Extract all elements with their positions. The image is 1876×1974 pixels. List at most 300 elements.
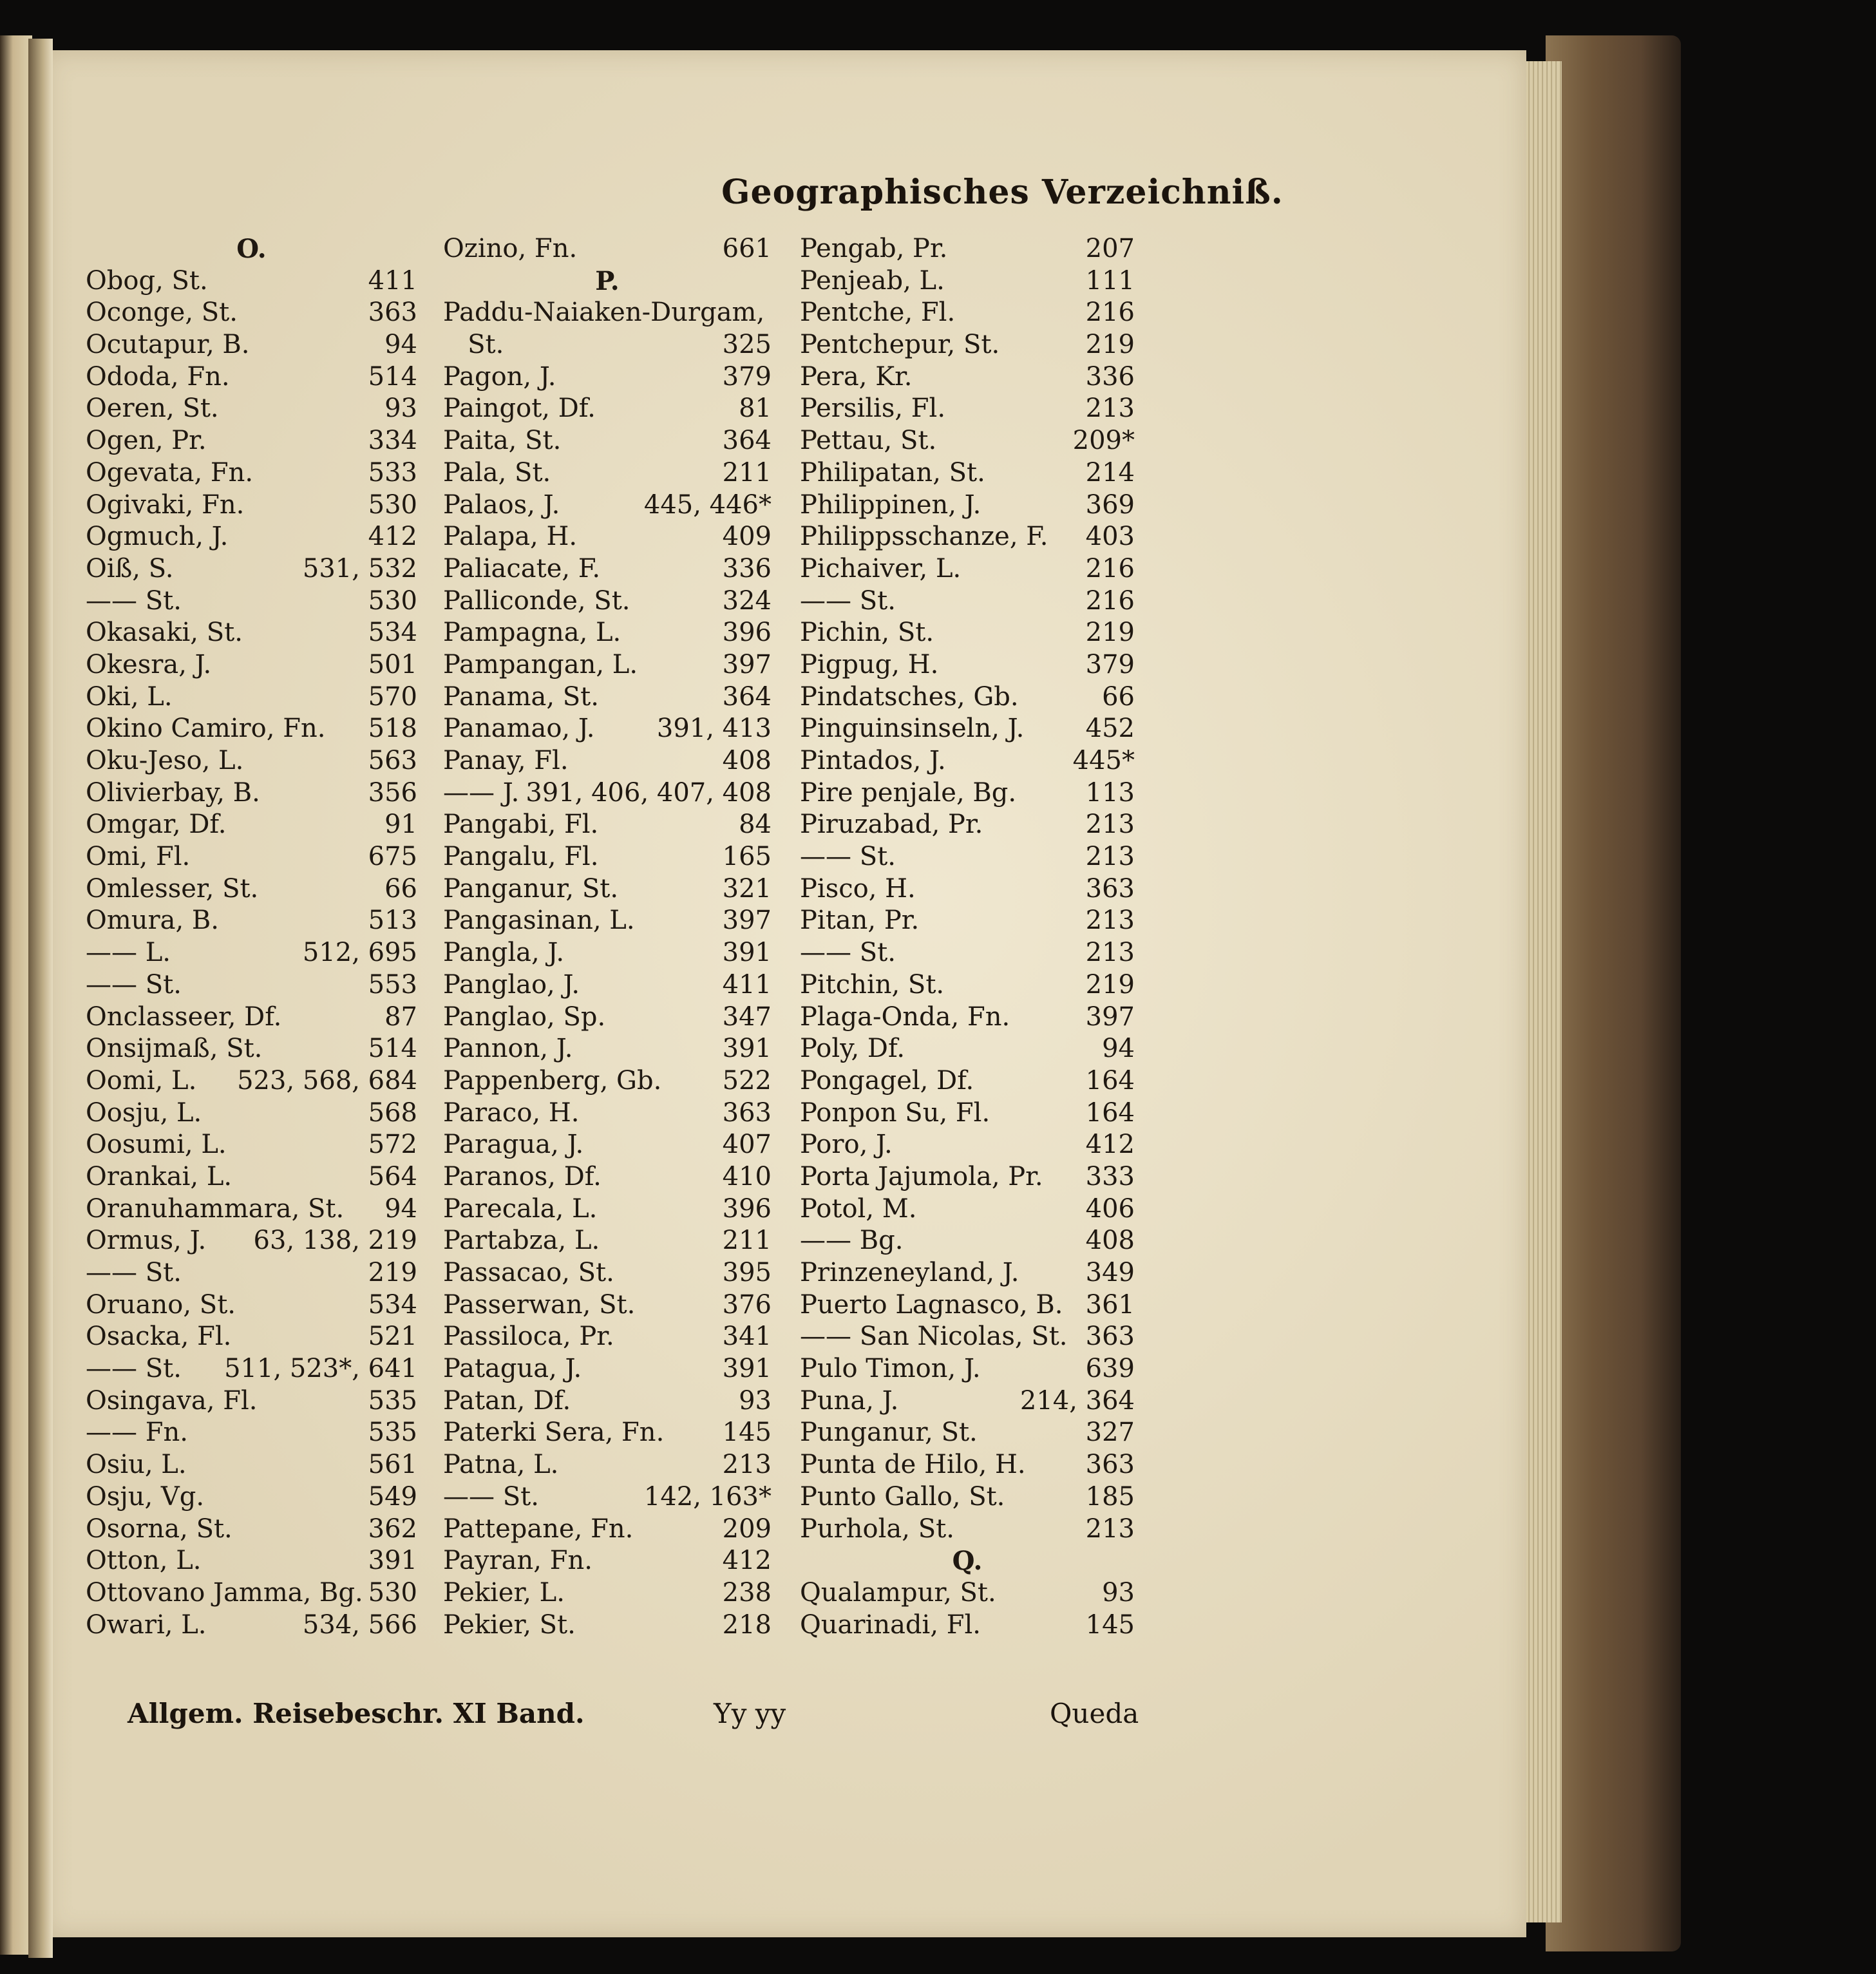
page-reference: 363: [1085, 1450, 1135, 1480]
place-name: Oosju, L.: [86, 1097, 202, 1128]
index-entry: [86, 297, 417, 329]
page-reference: 219: [368, 1258, 417, 1287]
place-name: Panama, St.: [443, 681, 599, 712]
place-name: Prinzeneyland, J.: [800, 1258, 1019, 1287]
index-entry: [443, 969, 772, 1001]
index-entry: [86, 1161, 417, 1193]
page-reference: 409: [722, 522, 772, 552]
place-name: Pengab, Pr.: [800, 234, 948, 263]
page-reference: 397: [1085, 1001, 1135, 1032]
place-name: Pigpug, H.: [800, 649, 939, 679]
place-name: Oconge, St.: [86, 298, 238, 328]
page-reference: 412: [1085, 1130, 1135, 1160]
place-name: Oki, L.: [86, 681, 173, 712]
page-reference: 84: [739, 810, 772, 840]
place-name: Philipatan, St.: [800, 457, 985, 488]
page-reference: 91: [384, 810, 417, 840]
page-reference: 445*: [1072, 746, 1135, 775]
place-name: Piruzabad, Pr.: [800, 810, 983, 840]
page-reference: 379: [722, 361, 772, 392]
index-entry: [86, 809, 417, 841]
page-reference: 521: [368, 1322, 417, 1352]
place-name: Purhola, St.: [800, 1514, 954, 1544]
page-reference: 216: [1085, 298, 1135, 328]
place-name: Panglao, J.: [443, 969, 580, 1000]
page-reference: 93: [384, 394, 417, 424]
place-name: Palaos, J.: [443, 489, 560, 520]
page-reference: 341: [722, 1322, 772, 1352]
place-name: Paddu-Naiaken-Durgam,: [443, 298, 765, 328]
page-reference: 238: [722, 1577, 772, 1608]
page-reference: 324: [722, 585, 772, 616]
index-entry: [86, 905, 417, 937]
place-name: Pampangan, L.: [443, 649, 638, 679]
letter-heading-text: O.: [236, 234, 267, 264]
place-name: Pinguinsinseln, J.: [800, 714, 1025, 744]
index-entry: [800, 393, 1135, 425]
page-reference: 411: [722, 969, 772, 1000]
page-reference: 514: [368, 1034, 417, 1064]
page-reference: 364: [722, 426, 772, 456]
index-entry: [800, 1001, 1135, 1034]
index-entry: [443, 937, 772, 969]
page-reference: 514: [368, 361, 417, 392]
page-reference: 111: [1085, 265, 1135, 296]
page-reference: 391: [722, 1034, 772, 1064]
index-entry: [443, 521, 772, 553]
place-name: Punganur, St.: [800, 1418, 978, 1448]
index-entry: [800, 1129, 1135, 1161]
page-reference: 533: [368, 457, 417, 488]
place-name: Penjeab, L.: [800, 265, 945, 296]
place-name: Poly, Df.: [800, 1034, 905, 1064]
index-entry: [800, 617, 1135, 649]
place-name: Patna, L.: [443, 1450, 559, 1480]
place-name: Paranos, Df.: [443, 1161, 602, 1191]
place-name: Panglao, Sp.: [443, 1001, 606, 1032]
place-name: Panganur, St.: [443, 873, 619, 904]
index-entry: [800, 1385, 1135, 1418]
place-name: Pitan, Pr.: [800, 906, 920, 936]
page-reference: 535: [368, 1418, 417, 1448]
index-column-1: [86, 233, 417, 1641]
index-entry: [800, 1033, 1135, 1065]
page-reference: 327: [1085, 1418, 1135, 1448]
place-name: Pangabi, Fl.: [443, 810, 599, 840]
index-entry: [443, 841, 772, 873]
place-name: Parecala, L.: [443, 1193, 598, 1224]
index-entry: [86, 873, 417, 906]
index-entry: [86, 329, 417, 361]
index-entry: [86, 1001, 417, 1034]
place-name: Oruano, St.: [86, 1289, 236, 1320]
index-entry: [800, 1449, 1135, 1481]
place-name: Orankai, L.: [86, 1161, 232, 1191]
place-name: Oosumi, L.: [86, 1130, 227, 1160]
place-name: Ogevata, Fn.: [86, 457, 254, 488]
place-name: Otton, L.: [86, 1546, 202, 1576]
index-entry: [800, 713, 1135, 745]
place-name: Omi, Fl.: [86, 842, 191, 872]
index-entry: [443, 457, 772, 489]
book-cover-edge: [1546, 35, 1681, 1951]
place-name: Paliacate, F.: [443, 553, 601, 584]
place-name: —— Bg.: [800, 1226, 904, 1256]
place-name: Porta Jajumola, Pr.: [800, 1161, 1043, 1191]
index-entry: [86, 585, 417, 618]
index-entry: [86, 1065, 417, 1097]
index-entry: [443, 1545, 772, 1577]
index-entry: [800, 361, 1135, 394]
place-name: Oeren, St.: [86, 394, 219, 424]
index-entry: [800, 1225, 1135, 1257]
page-reference: 87: [384, 1001, 417, 1032]
page-reference: 219: [1085, 330, 1135, 360]
place-name: Pichin, St.: [800, 618, 934, 648]
place-name: —— San Nicolas, St.: [800, 1322, 1068, 1352]
page-reference: 534, 566: [302, 1609, 417, 1640]
index-entry: [800, 329, 1135, 361]
place-name: Panamao, J.: [443, 714, 595, 744]
page-reference: 66: [384, 873, 417, 904]
page-gutter: [28, 39, 53, 1958]
index-entry: [443, 393, 772, 425]
place-name: Pekier, L.: [443, 1577, 565, 1608]
index-entry: [86, 745, 417, 777]
page-reference: 209*: [1072, 426, 1135, 456]
page-reference: 522: [722, 1065, 772, 1096]
page-reference: 81: [739, 394, 772, 424]
place-name: —— St.: [86, 585, 182, 616]
page-reference: 407: [722, 1130, 772, 1160]
place-name: Puna, J.: [800, 1385, 899, 1416]
page-reference: 321: [722, 873, 772, 904]
page-reference: 535: [368, 1385, 417, 1416]
place-name: Pettau, St.: [800, 426, 937, 456]
place-name: Philippsschanze, F.: [800, 522, 1048, 552]
place-name: Paragua, J.: [443, 1130, 584, 1160]
page-title-text: Geographisches Verzeichniß.: [721, 173, 1284, 212]
page-reference: 513: [368, 906, 417, 936]
place-name: —— St.: [443, 1481, 539, 1512]
index-entry: [443, 1417, 772, 1449]
page-reference: 94: [1102, 1034, 1135, 1064]
index-entry: [86, 1033, 417, 1065]
index-entry: [86, 361, 417, 394]
page-reference: 369: [1085, 489, 1135, 520]
letter-heading: [443, 265, 772, 298]
page-reference: 501: [368, 649, 417, 679]
page-reference: 63, 138, 219: [253, 1226, 417, 1256]
letter-heading-text: P.: [595, 265, 620, 296]
place-name: —— St.: [800, 585, 896, 616]
place-name: Pattepane, Fn.: [443, 1514, 634, 1544]
page-reference: 661: [722, 234, 772, 263]
index-entry: [86, 393, 417, 425]
page-reference: 397: [722, 649, 772, 679]
index-entry: [86, 1321, 417, 1353]
place-name: Palapa, H.: [443, 522, 578, 552]
left-page-edge: [0, 35, 32, 1955]
place-name: Osiu, L.: [86, 1450, 187, 1480]
place-name: Passiloca, Pr.: [443, 1322, 614, 1352]
place-name: Osingava, Fl.: [86, 1385, 258, 1416]
page-reference: 396: [722, 1193, 772, 1224]
page-reference: 219: [1085, 618, 1135, 648]
page-reference: 408: [722, 746, 772, 775]
place-name: Partabza, L.: [443, 1226, 600, 1256]
index-entry: [443, 233, 772, 265]
page-reference: 396: [722, 618, 772, 648]
place-name: Qualampur, St.: [800, 1577, 996, 1608]
place-name: Osacka, Fl.: [86, 1322, 232, 1352]
page-reference: 411: [368, 265, 417, 296]
place-name: Persilis, Fl.: [800, 394, 946, 424]
place-name: Pentchepur, St.: [800, 330, 1000, 360]
index-entry: [86, 1417, 417, 1449]
index-entry: [800, 777, 1135, 810]
page-reference: 445, 446*: [643, 489, 772, 520]
footer-work-title: Allgem. Reisebeschr. XI Band.: [128, 1698, 585, 1729]
page-reference: 334: [368, 426, 417, 456]
page-reference: 211: [722, 1226, 772, 1256]
letter-heading: [800, 1545, 1135, 1577]
index-entry: [800, 1417, 1135, 1449]
index-entry: [443, 1577, 772, 1609]
index-entry: [800, 905, 1135, 937]
place-name: Pitchin, St.: [800, 969, 945, 1000]
page-reference: 523, 568, 684: [237, 1065, 417, 1096]
index-entry: [443, 1321, 772, 1353]
place-name: Paterki Sera, Fn.: [443, 1418, 665, 1448]
page-reference: 561: [368, 1450, 417, 1480]
page-reference: 213: [1085, 906, 1135, 936]
index-entry: [800, 841, 1135, 873]
index-entry: [443, 905, 772, 937]
index-entry: [443, 1385, 772, 1418]
index-entry: [800, 521, 1135, 553]
index-entry: [443, 1609, 772, 1642]
place-name: Pera, Kr.: [800, 361, 913, 392]
index-entry: [800, 649, 1135, 681]
place-name: Omlesser, St.: [86, 873, 259, 904]
index-entry: [443, 1097, 772, 1130]
page-reference: 185: [1085, 1481, 1135, 1512]
place-name: Obog, St.: [86, 265, 208, 296]
page-reference: 213: [1085, 1514, 1135, 1544]
place-name: Passerwan, St.: [443, 1289, 636, 1320]
index-entry: [443, 585, 772, 618]
place-name: Oku-Jeso, L.: [86, 746, 244, 775]
index-entry: [443, 1257, 772, 1289]
place-name: Ormus, J.: [86, 1226, 207, 1256]
place-name: Philippinen, J.: [800, 489, 981, 520]
page-reference: 534: [368, 618, 417, 648]
page-reference: 395: [722, 1258, 772, 1287]
place-name: Patan, Df.: [443, 1385, 571, 1416]
index-entry: [86, 649, 417, 681]
page-reference: 530: [368, 1577, 417, 1608]
place-name: Pekier, St.: [443, 1609, 576, 1640]
index-entry: [443, 1481, 772, 1514]
place-name: Patagua, J.: [443, 1354, 582, 1384]
place-name: —— J.: [443, 777, 520, 808]
index-entry: [86, 1449, 417, 1481]
index-entry: [800, 1481, 1135, 1514]
place-name: Okasaki, St.: [86, 618, 243, 648]
place-name: Pongagel, Df.: [800, 1065, 974, 1096]
index-entry: [86, 521, 417, 553]
index-entry: [86, 553, 417, 585]
place-name: Paraco, H.: [443, 1097, 580, 1128]
page-reference: 336: [722, 553, 772, 584]
page-reference: 391, 413: [656, 714, 772, 744]
page-reference: 410: [722, 1161, 772, 1191]
index-entry: [443, 1449, 772, 1481]
index-entry: [86, 1097, 417, 1130]
index-entry: [800, 297, 1135, 329]
page-reference: 325: [722, 330, 772, 360]
page-reference: 406: [1085, 1193, 1135, 1224]
place-name: Panay, Fl.: [443, 746, 569, 775]
page-reference: 361: [1085, 1289, 1135, 1320]
place-name: Ottovano Jamma, Bg.: [86, 1577, 363, 1608]
place-name: Ogmuch, J.: [86, 522, 229, 552]
page-reference: 675: [368, 842, 417, 872]
page-reference: 336: [1085, 361, 1135, 392]
index-entry: [443, 297, 772, 329]
page-title: [0, 173, 1799, 212]
place-name: Payran, Fn.: [443, 1546, 592, 1576]
index-entry: [443, 1033, 772, 1065]
index-entry: [800, 1097, 1135, 1130]
page-reference: 93: [1102, 1577, 1135, 1608]
index-entry: [800, 1353, 1135, 1385]
index-entry: [800, 585, 1135, 618]
index-entry: [800, 873, 1135, 906]
index-entry: [443, 1161, 772, 1193]
place-name: Owari, L.: [86, 1609, 207, 1640]
page-reference: 391, 406, 407, 408: [526, 777, 772, 808]
footer-catchword: Queda: [1050, 1698, 1139, 1729]
page-reference: 145: [722, 1418, 772, 1448]
page-reference: 512, 695: [302, 938, 417, 968]
place-name: —— St.: [800, 938, 896, 968]
place-name: Pangalu, Fl.: [443, 842, 599, 872]
place-name: Pangla, J.: [443, 938, 565, 968]
index-entry: [443, 1193, 772, 1226]
page-reference: 553: [368, 969, 417, 1000]
place-name: Pagon, J.: [443, 361, 556, 392]
index-entry: [443, 1225, 772, 1257]
page-reference: 142, 163*: [643, 1481, 772, 1512]
page-footer: [0, 1698, 1876, 1733]
page-reference: 530: [368, 489, 417, 520]
page-reference: 213: [1085, 842, 1135, 872]
index-entry: [800, 1065, 1135, 1097]
place-name: Passacao, St.: [443, 1258, 614, 1287]
place-name: Pichaiver, L.: [800, 553, 962, 584]
place-name: Punto Gallo, St.: [800, 1481, 1005, 1512]
page-reference: 347: [722, 1001, 772, 1032]
index-entry: [800, 553, 1135, 585]
place-name: Quarinadi, Fl.: [800, 1609, 981, 1640]
page-reference: 391: [368, 1546, 417, 1576]
index-entry: [86, 969, 417, 1001]
index-entry: [86, 1577, 417, 1609]
page-reference: 412: [722, 1546, 772, 1576]
page-reference: 363: [722, 1097, 772, 1128]
place-name: Pulo Timon, J.: [800, 1354, 981, 1384]
place-name: Pannon, J.: [443, 1034, 573, 1064]
place-name: Poro, J.: [800, 1130, 893, 1160]
index-entry: [86, 1289, 417, 1322]
index-entry: [86, 681, 417, 714]
place-name: Okino Camiro, Fn.: [86, 714, 326, 744]
index-entry: [443, 1065, 772, 1097]
index-entry: [86, 425, 417, 457]
index-entry: [86, 1385, 417, 1418]
place-name: Potol, M.: [800, 1193, 917, 1224]
page-reference: 572: [368, 1130, 417, 1160]
index-entry: [443, 1289, 772, 1322]
page-reference: 564: [368, 1161, 417, 1191]
place-name: Pampagna, L.: [443, 618, 621, 648]
index-entry: [443, 873, 772, 906]
page-reference: 209: [722, 1514, 772, 1544]
page-reference: 219: [1085, 969, 1135, 1000]
place-name: Paingot, Df.: [443, 394, 596, 424]
place-name: —— St.: [800, 842, 896, 872]
page-reference: 412: [368, 522, 417, 552]
index-entry: [443, 425, 772, 457]
index-entry: [800, 1514, 1135, 1546]
page-reference: 213: [722, 1450, 772, 1480]
page-reference: 93: [739, 1385, 772, 1416]
place-name: Pentche, Fl.: [800, 298, 956, 328]
index-entry: [800, 1193, 1135, 1226]
page-reference: 333: [1085, 1161, 1135, 1191]
place-name: St.: [443, 330, 504, 360]
page-reference: 213: [1085, 810, 1135, 840]
page-reference: 214: [1085, 457, 1135, 488]
index-entry: [443, 745, 772, 777]
place-name: Olivierbay, B.: [86, 777, 260, 808]
place-name: Onsijmaß, St.: [86, 1034, 263, 1064]
place-name: Paita, St.: [443, 426, 562, 456]
index-entry: [86, 265, 417, 298]
page-reference: 211: [722, 457, 772, 488]
place-name: Oomi, L.: [86, 1065, 197, 1096]
place-name: Pindatsches, Gb.: [800, 681, 1019, 712]
place-name: —— St.: [86, 969, 182, 1000]
index-entry: [443, 809, 772, 841]
footer-signature: Yy yy: [714, 1698, 786, 1729]
page-reference: 518: [368, 714, 417, 744]
place-name: Ogivaki, Fn.: [86, 489, 245, 520]
place-name: Osju, Vg.: [86, 1481, 205, 1512]
index-entry: [443, 617, 772, 649]
index-entry: [86, 777, 417, 810]
index-entry: [800, 425, 1135, 457]
index-entry: [86, 1193, 417, 1226]
index-entry: [86, 1545, 417, 1577]
page-reference: 379: [1085, 649, 1135, 679]
page-reference: 534: [368, 1289, 417, 1320]
index-entry: [443, 361, 772, 394]
page-reference: 216: [1085, 585, 1135, 616]
place-name: Punta de Hilo, H.: [800, 1450, 1026, 1480]
